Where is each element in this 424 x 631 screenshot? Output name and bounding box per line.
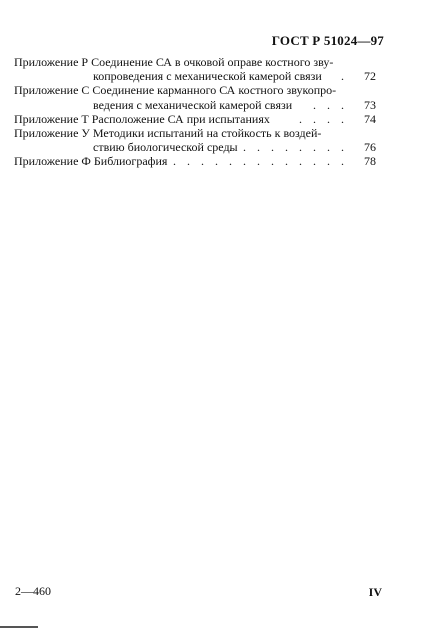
toc-entry-line: [14, 126, 376, 140]
toc-entry-appendix-t: [14, 112, 376, 126]
running-header: ГОСТ Р 51024—97: [271, 33, 384, 48]
toc-page-number: 72: [364, 69, 376, 84]
toc-entry-line: [14, 69, 376, 83]
toc-entry-title: Приложение С Соединение карманного СА костного звукопро-: [14, 83, 337, 98]
toc-entry-appendix-u: [14, 126, 376, 154]
toc-entry-title: Приложение Ф Библиография: [14, 154, 168, 169]
print-signature: 2—460: [15, 584, 51, 598]
toc-entry-line: [14, 55, 376, 69]
toc-leader-dots: .: [341, 69, 348, 84]
toc-entry-title-continued: ствию биологической среды: [93, 140, 238, 155]
toc-page-number: 74: [364, 111, 376, 126]
toc-entry-line: [14, 98, 376, 112]
toc-entry-title: Приложение У Методики испытаний на стойкость к воздей-: [14, 126, 322, 141]
scan-artifact: [0, 626, 38, 628]
toc-leader-dots: . . . . . . . . .: [229, 140, 348, 155]
toc-page-number: 73: [364, 97, 376, 112]
toc-entry-line: [14, 83, 376, 97]
toc-entry-line: [14, 154, 376, 168]
toc-entry-appendix-r: [14, 55, 376, 83]
toc-leader-dots: . . . . . . . . . . . . .: [173, 154, 348, 169]
toc-entry-line: [14, 140, 376, 154]
toc-entry-appendix-f: [14, 154, 376, 168]
page-number: IV: [368, 585, 382, 599]
toc-entry-title: Приложение Т Расположение СА при испытаниях: [14, 111, 270, 126]
toc-entry-title: Приложение Р Соединение СА в очковой оправе костного зву-: [14, 55, 334, 69]
table-of-contents: [14, 55, 376, 169]
toc-page-number: 76: [364, 140, 376, 155]
toc-entry-line: [14, 112, 376, 126]
toc-page-number: 78: [364, 154, 376, 169]
toc-entry-title-continued: ведения с механической камерой связи: [93, 97, 293, 112]
toc-leader-dots: . . . .: [299, 111, 348, 126]
toc-entry-title-continued: копроведения с механической камерой связи: [93, 69, 322, 84]
toc-entry-appendix-s: [14, 83, 376, 111]
toc-leader-dots: . . .: [313, 97, 348, 112]
